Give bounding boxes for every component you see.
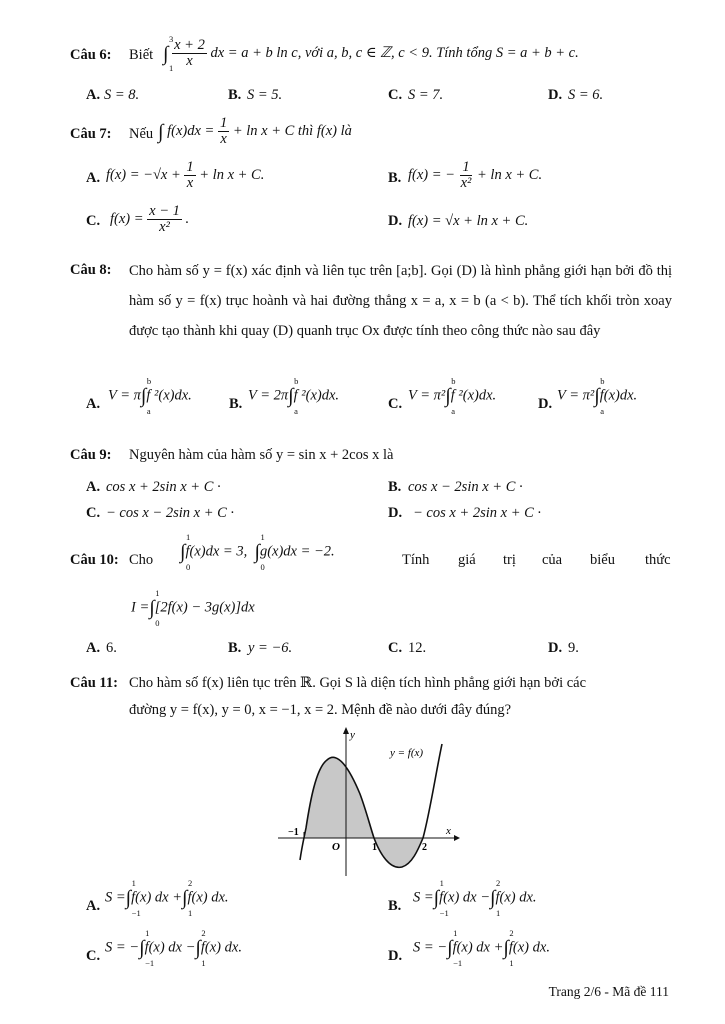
q8-optC[interactable]: V = π²∫ b a f ²(x)dx. bbox=[408, 376, 497, 416]
q6-rest: dx = a + b ln c, với a, b, c ∈ ℤ, c < 9. Tính tổng S = a + b + c. bbox=[210, 45, 579, 62]
q7-optC-key[interactable]: C. bbox=[86, 213, 101, 229]
integral-sign-icon: ∫ 2 1 bbox=[503, 928, 514, 968]
q10-word: của bbox=[542, 552, 563, 568]
q11-optC[interactable]: S = −∫ 1 −1 f(x) dx −∫ 2 1 f(x) dx. bbox=[105, 928, 242, 968]
q7-optA[interactable]: f(x) = −√x + $\frac{1}{x}$ + ln x + C. bbox=[106, 159, 265, 192]
q9-optB[interactable]: cos x − 2sin x + C · bbox=[408, 479, 523, 495]
q10-optB-key[interactable]: B. bbox=[228, 640, 242, 656]
q10-optC[interactable]: 12. bbox=[408, 640, 427, 656]
shaded-region-left bbox=[304, 757, 374, 838]
q8-optB[interactable]: V = 2π∫ b a f ²(x)dx. bbox=[248, 376, 340, 416]
q9-optA-key[interactable]: A. bbox=[86, 479, 101, 495]
integral-sign-icon: ∫ b a bbox=[140, 376, 152, 416]
q8-stem: Cho hàm số y = f(x) xác định và liên tục trên [a;b]. Gọi (D) là hình phẳng giới hạn bởi đồ thị hàm số y = f(x) trục hoành và hai đường thẳng x = a, x = b (a < b). Thể tích khối tròn xoay được tạo thành khi quay (D) quanh trục Ox được tính theo công thức nào sau đây bbox=[129, 263, 672, 339]
tick-neg1: −1 bbox=[288, 827, 299, 838]
tick-1: 1 bbox=[372, 842, 377, 853]
q7-optD[interactable]: f(x) = √x + ln x + C. bbox=[408, 213, 529, 229]
q7-optC[interactable]: f(x) = $\frac{x - 1}{\text{x²}}$ . bbox=[110, 203, 190, 236]
integral-sign-icon: ∫ 1 −1 bbox=[139, 928, 155, 968]
q10-word: biểu bbox=[590, 552, 615, 568]
q7-stem: ∫ f(x)dx = $\frac{1}{x}$ + ln x + C thì f(x) là bbox=[158, 115, 352, 148]
q7-optB-key[interactable]: B. bbox=[388, 170, 402, 186]
q8-optA[interactable]: V = π∫ b a f ²(x)dx. bbox=[108, 376, 192, 416]
integral-sign-icon: ∫ b a bbox=[594, 376, 605, 416]
integral-sign-icon: ∫ 2 1 bbox=[490, 878, 501, 918]
q10-word: Tính bbox=[402, 552, 430, 568]
q11-optA-key[interactable]: A. bbox=[86, 898, 101, 914]
integral-sign-icon: ∫ 1 −1 bbox=[433, 878, 449, 918]
q6-optC-key[interactable]: C. bbox=[388, 87, 403, 103]
page-footer: Trang 2/6 - Mã đề 111 bbox=[548, 984, 669, 999]
q9-optB-key[interactable]: B. bbox=[388, 479, 402, 495]
q11-optC-key[interactable]: C. bbox=[86, 948, 101, 964]
q6-optA-key[interactable]: A. bbox=[86, 87, 101, 103]
q6-integral bbox=[163, 33, 579, 74]
y-axis-arrow-icon bbox=[343, 727, 349, 734]
q9-stem: Nguyên hàm của hàm số y = sin x + 2cos x là bbox=[129, 447, 394, 463]
q10-word: trị bbox=[503, 552, 516, 568]
q11-optD[interactable]: S = −∫ 1 −1 f(x) dx +∫ 2 1 f(x) dx. bbox=[413, 928, 550, 968]
q6-optB[interactable]: S = 5. bbox=[247, 87, 283, 103]
origin-label: O bbox=[332, 841, 340, 853]
q10-lead: Cho bbox=[129, 552, 154, 568]
q6-optA[interactable]: S = 8. bbox=[104, 87, 140, 103]
integral-sign-icon: ∫ 2 1 bbox=[182, 878, 193, 918]
q9-optD-key[interactable]: D. bbox=[388, 505, 403, 521]
q9-optC[interactable]: − cos x − 2sin x + C · bbox=[106, 505, 235, 521]
integral-sign-icon: ∫ 1 0 bbox=[180, 532, 191, 572]
tick-2: 2 bbox=[422, 842, 427, 853]
q8-optC-key[interactable]: C. bbox=[388, 396, 403, 412]
q9-label: Câu 9: bbox=[70, 447, 112, 463]
q10-optB[interactable]: y = −6. bbox=[248, 640, 293, 656]
q10-optA[interactable]: 6. bbox=[106, 640, 117, 656]
q8-optA-key[interactable]: A. bbox=[86, 396, 101, 412]
q7-optD-key[interactable]: D. bbox=[388, 213, 403, 229]
x-axis-label: x bbox=[446, 825, 451, 837]
integral-sign-icon: ∫ bbox=[158, 120, 164, 143]
integral-sign-icon: ∫ 1 0 bbox=[149, 588, 160, 628]
q10-word: giá bbox=[458, 552, 476, 568]
q11-label: Câu 11: bbox=[70, 675, 118, 691]
x-axis-arrow-icon bbox=[454, 835, 460, 841]
integral-sign-icon: ∫ 1 0 bbox=[254, 532, 265, 572]
q6-optD-key[interactable]: D. bbox=[548, 87, 563, 103]
curve-label: y = f(x) bbox=[390, 747, 424, 759]
integral-sign-icon: ∫ 2 1 bbox=[195, 928, 206, 968]
q11-line1: Cho hàm số f(x) liên tục trên ℝ. Gọi S là diện tích hình phẳng giới hạn bởi các bbox=[129, 675, 587, 691]
q6-optC[interactable]: S = 7. bbox=[408, 87, 444, 103]
q6-optB-key[interactable]: B. bbox=[228, 87, 242, 103]
q10-optA-key[interactable]: A. bbox=[86, 640, 101, 656]
q11-optA[interactable]: S =∫ 1 −1 f(x) dx +∫ 2 1 f(x) dx. bbox=[105, 878, 229, 918]
q10-given: ∫ 1 0 f(x)dx = 3, ∫ 1 0 g(x)dx = −2. bbox=[180, 532, 335, 572]
q8-optD-key[interactable]: D. bbox=[538, 396, 553, 412]
q6-optD[interactable]: S = 6. bbox=[568, 87, 604, 103]
integral-sign-icon: ∫ 1 −1 bbox=[125, 878, 141, 918]
q9-optC-key[interactable]: C. bbox=[86, 505, 101, 521]
q11-optD-key[interactable]: D. bbox=[388, 948, 403, 964]
q6-label: Câu 6: bbox=[70, 47, 112, 63]
q7-optB[interactable]: f(x) = − $\frac{1}{\text{x²}}$ + ln x + C. bbox=[408, 159, 543, 192]
function-graph bbox=[270, 722, 470, 880]
q10-optD-key[interactable]: D. bbox=[548, 640, 563, 656]
q11-optB-key[interactable]: B. bbox=[388, 898, 402, 914]
q10-optC-key[interactable]: C. bbox=[388, 640, 403, 656]
q8-label: Câu 8: bbox=[70, 262, 112, 278]
q11-optB[interactable]: S =∫ 1 −1 f(x) dx −∫ 2 1 f(x) dx. bbox=[413, 878, 537, 918]
integral-sign-icon: ∫ 1 −1 bbox=[447, 928, 463, 968]
integral-sign-icon: ∫ b a bbox=[445, 376, 456, 416]
q6-fraction: $\frac{x + 2}{x}$ bbox=[174, 37, 205, 70]
q10-label: Câu 10: bbox=[70, 552, 119, 568]
integral-sign-icon: ∫ 3 1 bbox=[163, 33, 174, 74]
q9-optA[interactable]: cos x + 2sin x + C · bbox=[106, 479, 221, 495]
q9-optD[interactable]: − cos x + 2sin x + C · bbox=[413, 505, 542, 521]
q7-optA-key[interactable]: A. bbox=[86, 170, 101, 186]
q7-lead: Nếu bbox=[129, 126, 154, 142]
q8-optB-key[interactable]: B. bbox=[229, 396, 243, 412]
y-axis-label: y bbox=[350, 729, 355, 741]
q10-word: thức bbox=[645, 552, 671, 568]
q10-expression: I =∫ 1 0 [2f(x) − 3g(x)]dx bbox=[131, 588, 255, 628]
q8-optD[interactable]: V = π²∫ b a f(x)dx. bbox=[557, 376, 638, 416]
integral-sign-icon: ∫ b a bbox=[288, 376, 299, 416]
q11-line2: đường y = f(x), y = 0, x = −1, x = 2. Mệnh đề nào dưới đây đúng? bbox=[129, 702, 512, 718]
q7-label: Câu 7: bbox=[70, 126, 112, 142]
q10-optD[interactable]: 9. bbox=[568, 640, 579, 656]
q6-lead: Biết bbox=[129, 47, 154, 63]
